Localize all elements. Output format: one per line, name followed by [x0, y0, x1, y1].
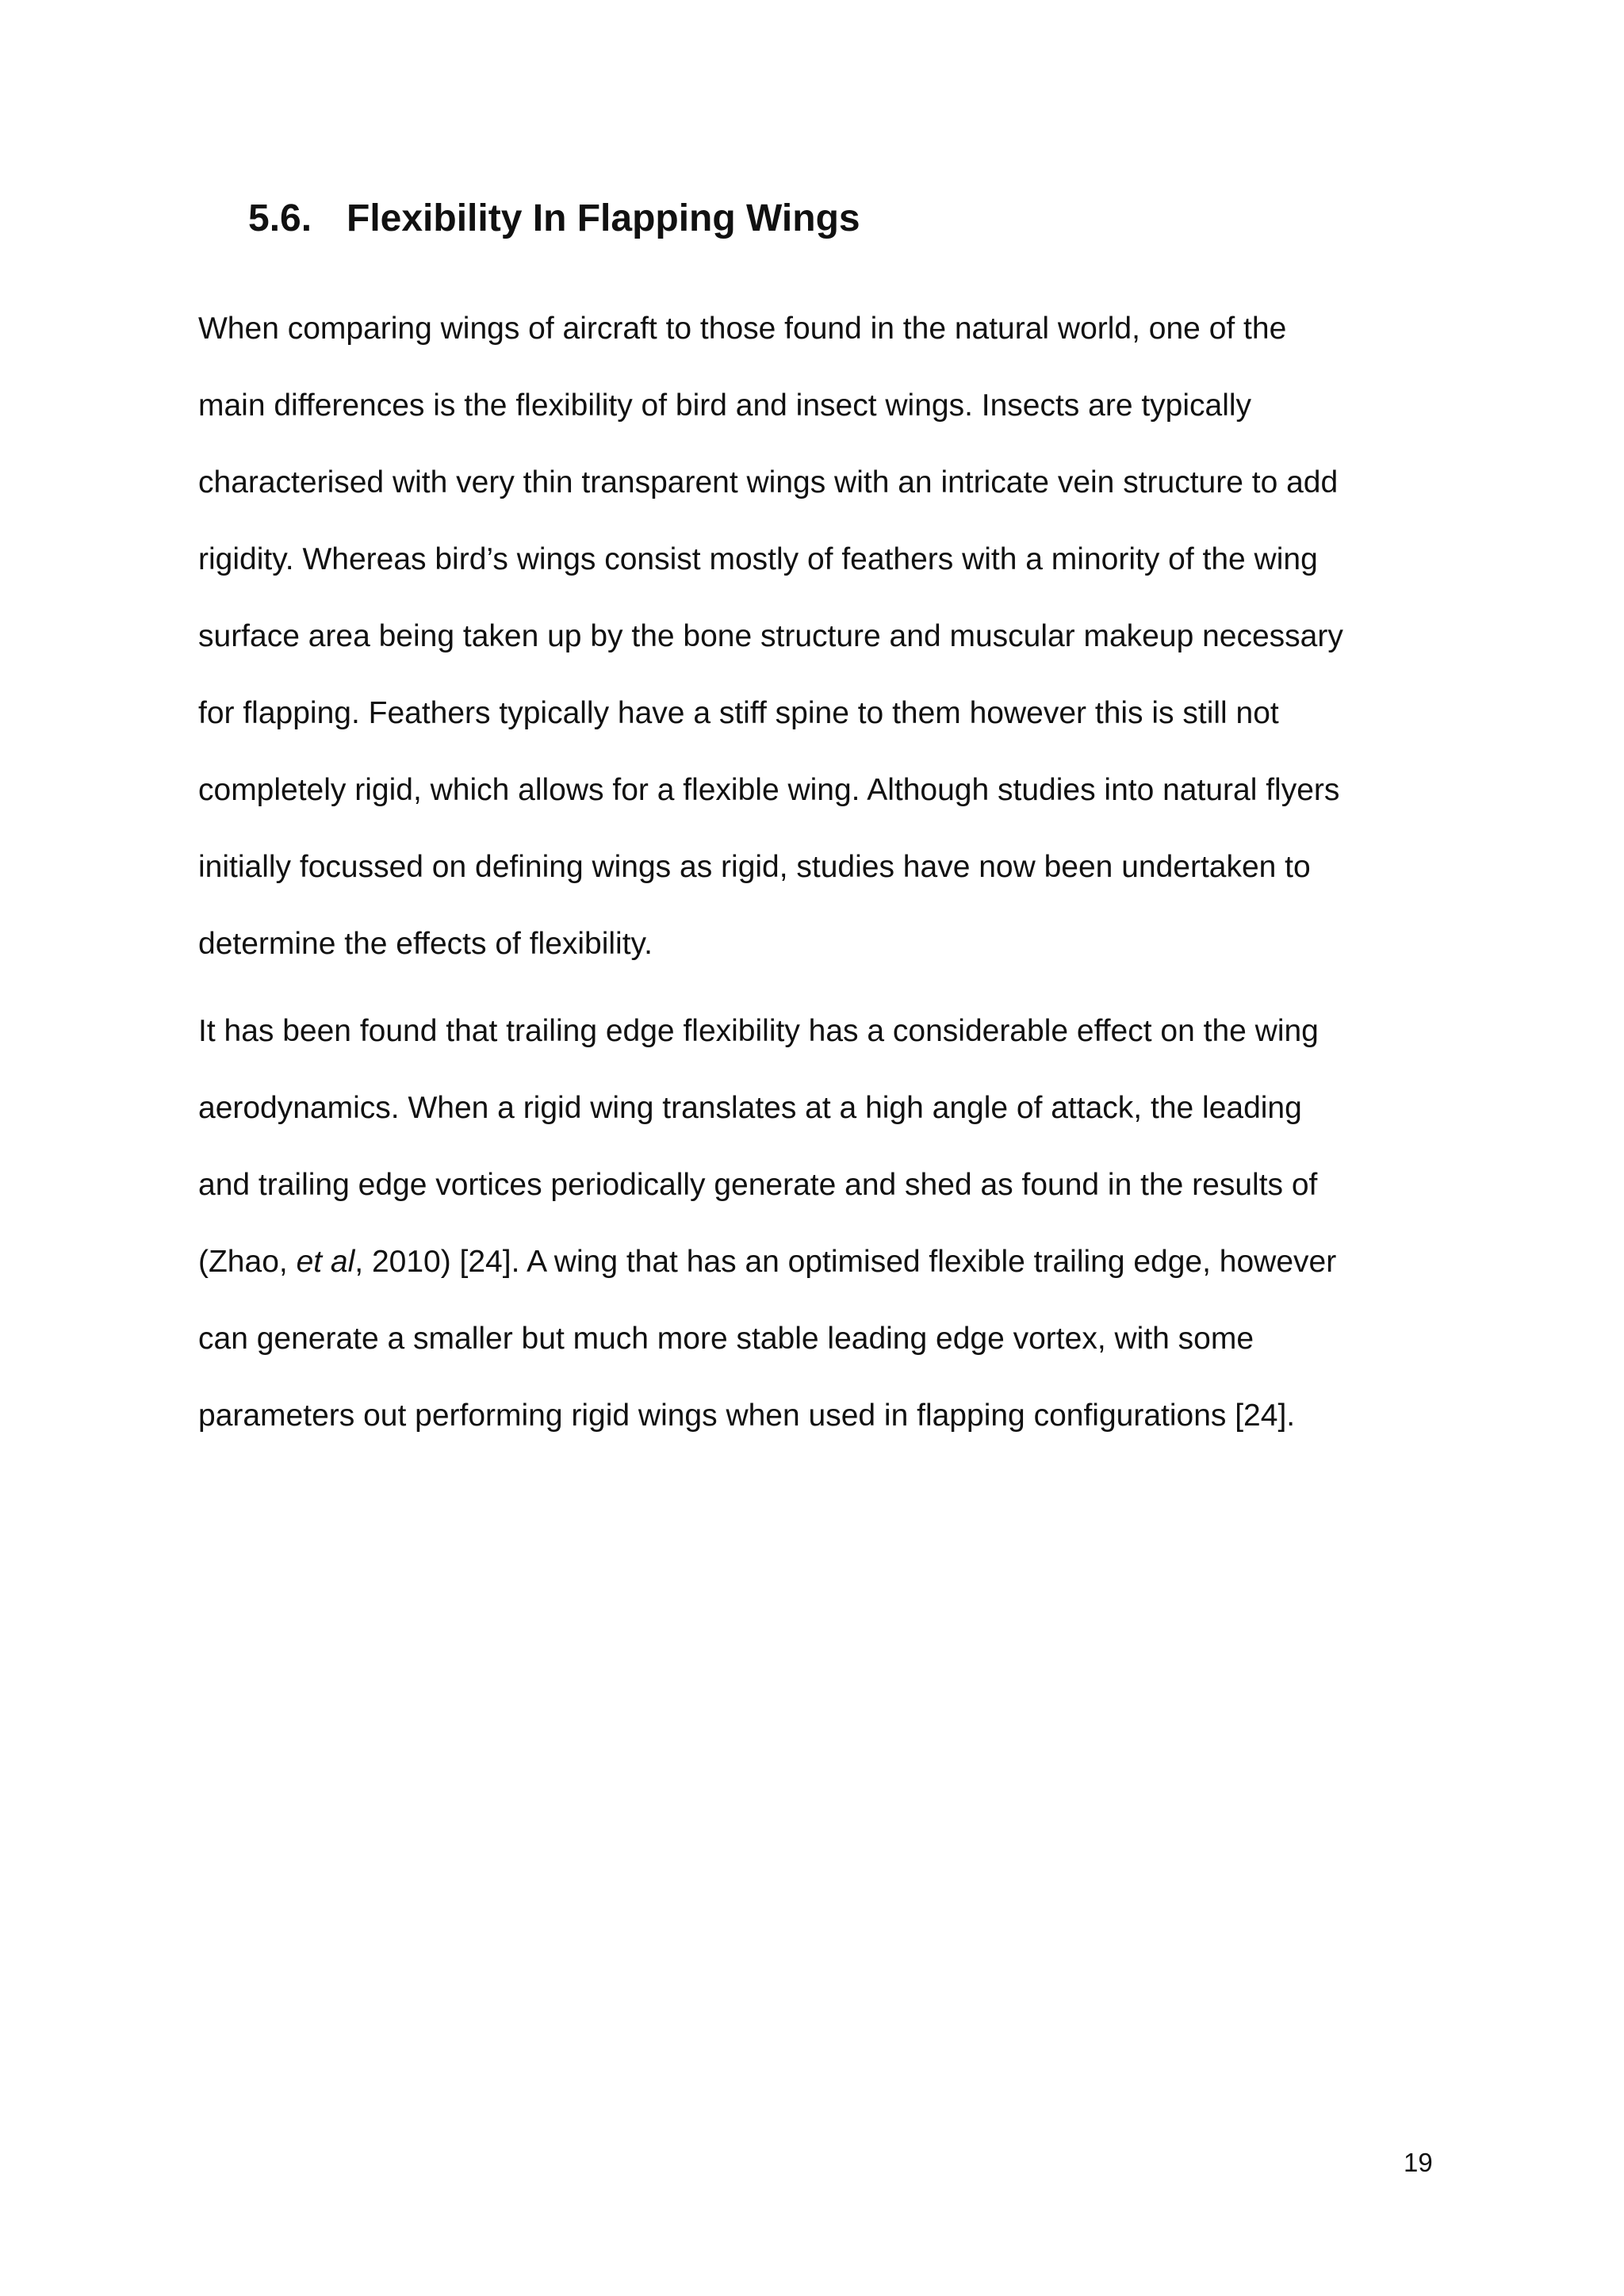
- paragraph-line: completely rigid, which allows for a flexible wing. Although studies into natural flyers: [198, 773, 1340, 807]
- section-heading: [248, 193, 860, 244]
- section-number: 5.6.: [248, 197, 312, 239]
- paragraph-line: rigidity. Whereas bird’s wings consist mostly of feathers with a minority of the wing: [198, 542, 1318, 576]
- paragraph-line: initially focussed on defining wings as rigid, studies have now been undertaken to: [198, 850, 1311, 884]
- citation-prefix: (Zhao,: [198, 1245, 297, 1279]
- paragraph-2: [198, 993, 1435, 1454]
- paragraph-line: parameters out performing rigid wings when used in flapping configurations [24].: [198, 1399, 1296, 1433]
- paragraph-line: can generate a smaller but much more stable leading edge vortex, with some: [198, 1322, 1254, 1356]
- paragraph-line: It has been found that trailing edge flexibility has a considerable effect on the wing: [198, 1014, 1319, 1048]
- paragraph-line: surface area being taken up by the bone structure and muscular makeup necessary: [198, 619, 1343, 653]
- paragraph-line: aerodynamics. When a rigid wing translates at a high angle of attack, the leading: [198, 1091, 1302, 1125]
- citation-et-al: et al: [296, 1245, 355, 1279]
- paragraph-line-citation: [198, 1223, 1435, 1300]
- paragraph-line: and trailing edge vortices periodically generate and shed as found in the results of: [198, 1168, 1318, 1202]
- paragraph-1: [198, 290, 1435, 982]
- paragraph-line: When comparing wings of aircraft to those found in the natural world, one of the: [198, 312, 1287, 346]
- section-title: Flexibility In Flapping Wings: [347, 197, 860, 239]
- paragraph-line: for flapping. Feathers typically have a stiff spine to them however this is still not: [198, 696, 1279, 730]
- citation-suffix: , 2010) [24]. A wing that has an optimised flexible trailing edge, however: [354, 1245, 1337, 1279]
- paragraph-line: main differences is the flexibility of bird and insect wings. Insects are typically: [198, 388, 1252, 423]
- paragraph-line: determine the effects of flexibility.: [198, 927, 653, 961]
- paragraph-line: characterised with very thin transparent wings with an intricate vein structure to add: [198, 465, 1339, 499]
- page-number: 19: [1404, 2148, 1433, 2177]
